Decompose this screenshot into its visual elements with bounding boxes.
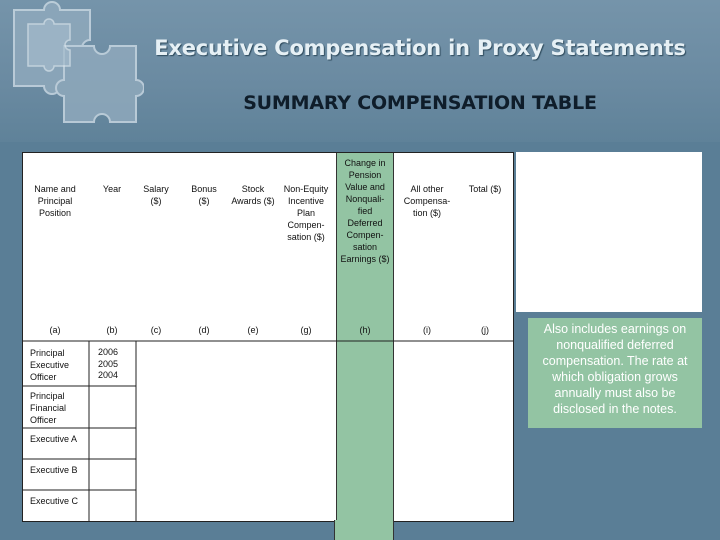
row-label-executive-b: Executive B xyxy=(30,465,78,475)
col-letter-d: (d) xyxy=(198,325,210,335)
table-title: SUMMARY COMPENSATION TABLE xyxy=(243,92,597,114)
col-letter-a: (a) xyxy=(49,325,61,335)
col-header-stock-awards: Stock Awards ($) xyxy=(231,184,275,206)
year-2006: 2006 xyxy=(98,347,119,357)
col-header-all-other: All other Compensa-tion ($) xyxy=(403,184,451,218)
puzzle-pieces-icon xyxy=(4,0,144,130)
slide-title: Executive Compensation in Proxy Statements xyxy=(154,36,686,60)
note-callout: Also includes earnings on nonqualified deferred compensation. The rate at which obligation grows annually must also be disclosed in the notes. xyxy=(528,318,702,428)
row-label-pf-officer: Principal Financial Officer xyxy=(30,391,67,425)
col-letter-g: (g) xyxy=(300,325,312,335)
right-blank-panel xyxy=(516,152,702,312)
col-header-bonus: Bonus ($) xyxy=(191,184,217,206)
row-label-pe-officer: Principal Executive Officer xyxy=(30,348,70,382)
col-header-salary: Salary ($) xyxy=(143,184,169,206)
year-2005: 2005 xyxy=(98,358,119,369)
col-header-name: Name and Principal Position xyxy=(34,184,76,218)
summary-compensation-table xyxy=(22,152,514,522)
col-letter-i: (i) xyxy=(423,325,431,335)
col-letter-j: (j) xyxy=(481,325,489,335)
col-header-non-equity: Non-Equity Incentive Plan Compen-sation ($) xyxy=(283,184,329,242)
col-header-total: Total ($) xyxy=(468,184,502,194)
row-years xyxy=(98,347,118,382)
col-letter-c: (c) xyxy=(150,325,162,335)
col-header-pension: Change in Pension Value and Nonquali-fied Deferred Compen-sation Earnings ($) xyxy=(340,158,390,264)
row-label-executive-a: Executive A xyxy=(30,434,78,444)
col-letter-b: (b) xyxy=(106,325,118,335)
highlighted-column-extension xyxy=(334,520,394,540)
col-letter-e: (e) xyxy=(247,325,259,335)
col-letter-h: (h) xyxy=(359,325,371,335)
row-label-executive-c: Executive C xyxy=(30,496,79,506)
year-2004: 2004 xyxy=(98,370,119,380)
col-header-year: Year xyxy=(102,184,122,194)
